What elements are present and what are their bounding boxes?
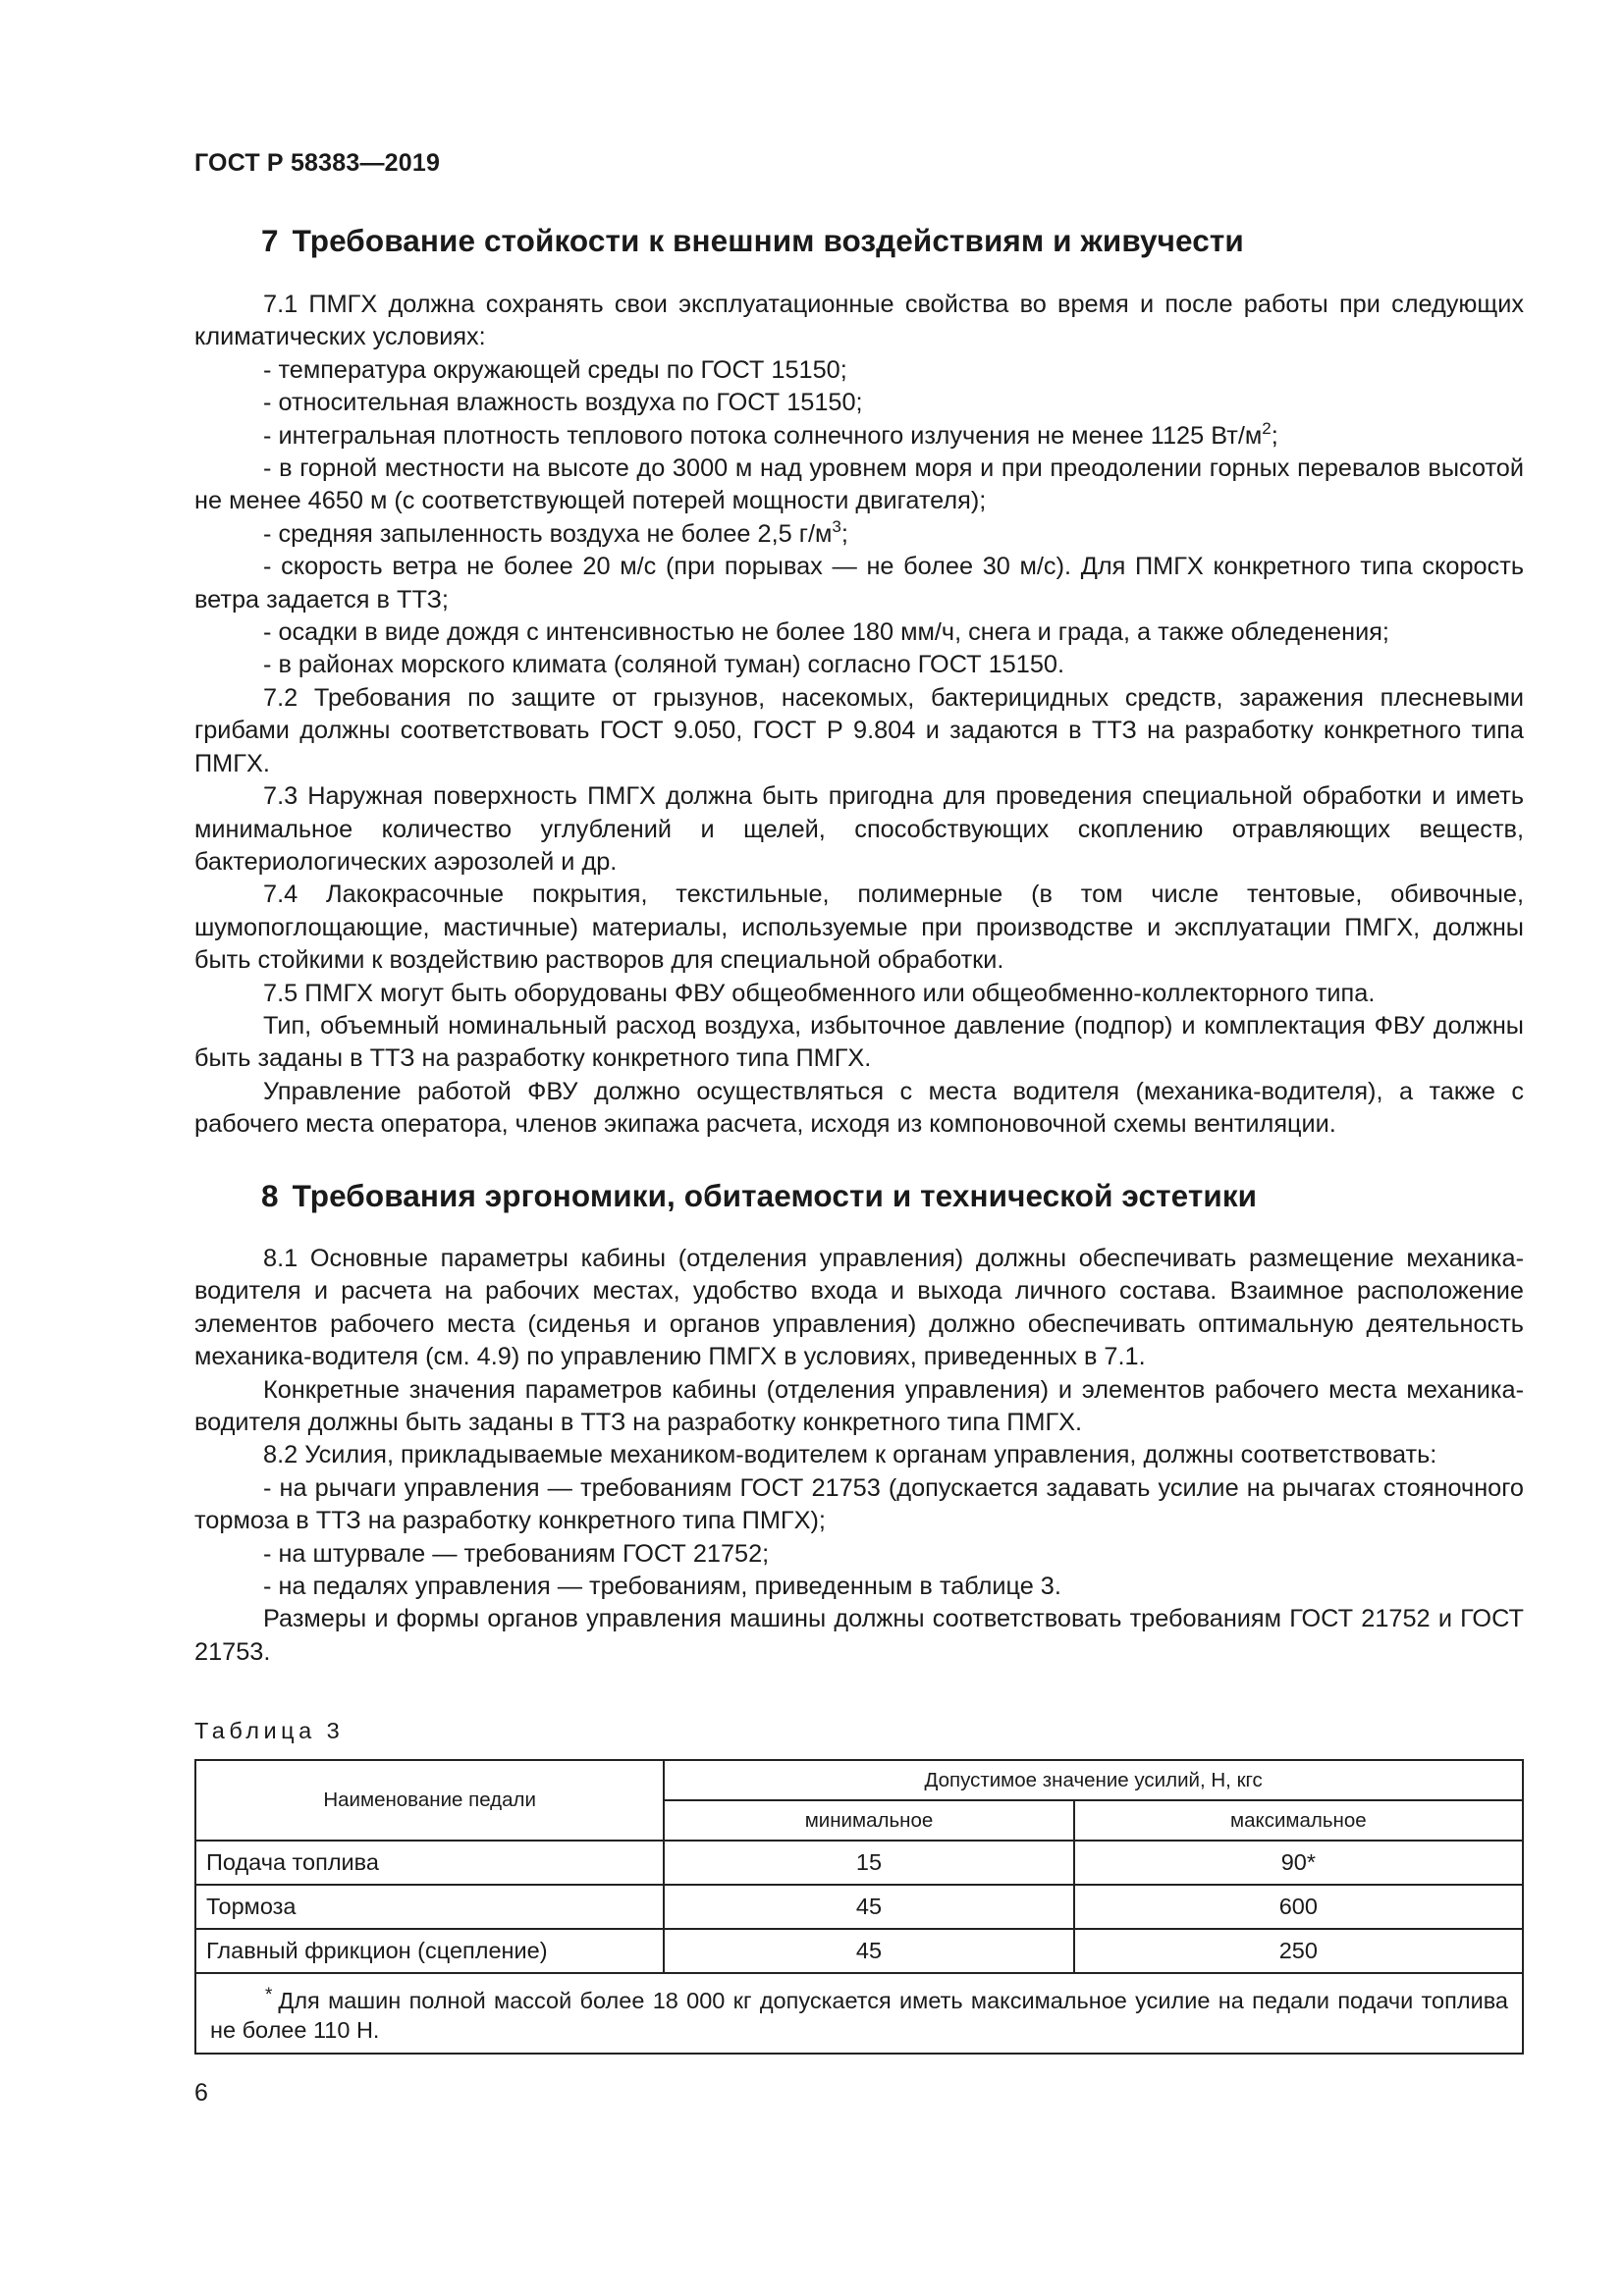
page-number: 6 xyxy=(194,2079,208,2107)
footnote-text: Для машин полной массой более 18 000 кг допускается иметь максимальное усилие на педали подачи топлива не более 110 Н. xyxy=(210,1988,1508,2043)
cell-max: 600 xyxy=(1074,1885,1523,1929)
cell-min: 15 xyxy=(664,1841,1073,1885)
footnote-marker: * xyxy=(265,1985,273,2005)
superscript: 2 xyxy=(1262,418,1272,438)
cell-min: 45 xyxy=(664,1929,1073,1973)
paragraph-8-1-values: Конкретные значения параметров кабины (отделения управления) и элементов рабочего места механика-водителя должны быть заданы в ТТЗ на разработку конкретного типа ПМГХ. xyxy=(194,1375,1524,1437)
section-8-title: Требования эргономики, обитаемости и технической эстетики xyxy=(292,1178,1258,1213)
paragraph-7-5-fvu: Тип, объемный номинальный расход воздуха, избыточное давление (подпор) и комплектация ФВУ должны быть заданы в ТТЗ на разработку конкретного типа ПМГХ. xyxy=(194,1011,1524,1073)
section-7-heading xyxy=(261,223,1244,259)
list-item: - на педалях управления — требованиям, приведенным в таблице 3. xyxy=(263,1573,1061,1601)
header-max: максимальное xyxy=(1074,1800,1523,1841)
table-header-row xyxy=(195,1760,1523,1800)
section-8-heading xyxy=(261,1178,1257,1214)
table-caption: Таблица 3 xyxy=(194,1718,345,1743)
paragraph-7-1: 7.1 ПМГХ должна сохранять свои эксплуатационные свойства во время и после работы при следующих климатических условиях: xyxy=(194,291,1524,351)
section-7-title: Требование стойкости к внешним воздействиям и живучести xyxy=(292,223,1244,258)
paragraph-7-2: 7.2 Требования по защите от грызунов, насекомых, бактерицидных средств, заражения плесневыми грибами должны соответствовать ГОСТ 9.050, ГОСТ Р 9.804 и задаются в ТТЗ на разработку конкретного типа ПМГХ. xyxy=(194,683,1524,777)
list-item-punct: ; xyxy=(1271,421,1278,450)
list-item-text: - средняя запыленность воздуха не более 2,5 г/м xyxy=(263,519,833,548)
list-item-text: - интегральная плотность теплового потока солнечного излучения не менее 1125 Вт/м xyxy=(263,421,1263,450)
paragraph-7-3: 7.3 Наружная поверхность ПМГХ должна быть пригодна для проведения специальной обработки и иметь минимальное количество углублений и щелей, способствующих скоплению отравляющих веществ, бактериологических аэрозолей и др. xyxy=(194,782,1524,876)
section-8-number: 8 xyxy=(261,1178,279,1213)
cell-max: 90* xyxy=(1074,1841,1523,1885)
table-row xyxy=(195,1929,1523,1973)
list-item: - на штурвале — требованиям ГОСТ 21752; xyxy=(263,1539,770,1568)
paragraph-8-1: 8.1 Основные параметры кабины (отделения управления) должны обеспечивать размещение механика-водителя и расчета на рабочих местах, удобство входа и выхода личного состава. Взаимное расположение элементов рабочего места (сиденья и органов управления) должно обеспечивать оптимальную деятельность механика-водителя (см. 4.9) по управлению ПМГХ в условиях, приведенных в 7.1. xyxy=(194,1245,1524,1371)
list-item: - в горной местности на высоте до 3000 м над уровнем моря и при преодолении горных перевалов высотой не менее 4650 м (с соответствующей потерей мощности двигателя); xyxy=(194,454,1524,515)
list-item xyxy=(194,420,1524,453)
list-item: - скорость ветра не более 20 м/с (при порывах — не более 30 м/с). Для ПМГХ конкретного типа скорость ветра задается в ТТЗ; xyxy=(194,553,1524,614)
table-row xyxy=(195,1841,1523,1885)
paragraph-8-2-sizes: Размеры и формы органов управления машины должны соответствовать требованиям ГОСТ 21752 и ГОСТ 21753. xyxy=(194,1605,1524,1666)
cell-pedal-name: Подача топлива xyxy=(195,1841,664,1885)
section-8-body xyxy=(194,1243,1524,1669)
paragraph-7-5: 7.5 ПМГХ могут быть оборудованы ФВУ общеобменного или общеобменно-коллекторного типа. xyxy=(263,979,1376,1007)
superscript: 3 xyxy=(832,516,841,536)
table-3 xyxy=(194,1759,1524,2055)
header-allowed-force: Допустимое значение усилий, Н, кгс xyxy=(664,1760,1523,1800)
list-item: - осадки в виде дождя с интенсивностью не более 180 мм/ч, снега и града, а также обледенения; xyxy=(263,618,1389,647)
cell-min: 45 xyxy=(664,1885,1073,1929)
paragraph-7-5-control: Управление работой ФВУ должно осуществляться с места водителя (механика-водителя), а также с рабочего места оператора, членов экипажа расчета, исходя из компоновочной схемы вентиляции. xyxy=(194,1077,1524,1139)
paragraph-7-4: 7.4 Лакокрасочные покрытия, текстильные, полимерные (в том числе тентовые, обивочные, шумопоглощающие, мастичные) материалы, используемые при производстве и эксплуатации ПМГХ, должны быть стойкими к воздействию растворов для специальной обработки. xyxy=(194,881,1524,975)
header-min: минимальное xyxy=(664,1800,1073,1841)
cell-pedal-name: Главный фрикцион (сцепление) xyxy=(195,1929,664,1973)
list-item xyxy=(194,518,1524,551)
header-pedal-name: Наименование педали xyxy=(195,1760,664,1841)
list-item: - температура окружающей среды по ГОСТ 15150; xyxy=(263,355,847,384)
cell-pedal-name: Тормоза xyxy=(195,1885,664,1929)
table-note-row xyxy=(195,1973,1523,2054)
list-item: - в районах морского климата (соляной туман) согласно ГОСТ 15150. xyxy=(263,651,1064,679)
list-item: - относительная влажность воздуха по ГОСТ 15150; xyxy=(263,389,863,417)
table-footnote xyxy=(195,1973,1523,2054)
list-item-punct: ; xyxy=(840,519,848,548)
table-row xyxy=(195,1885,1523,1929)
document-id: ГОСТ Р 58383—2019 xyxy=(194,149,441,177)
paragraph-8-2: 8.2 Усилия, прикладываемые механиком-водителем к органам управления, должны соответствовать: xyxy=(263,1441,1437,1469)
cell-max: 250 xyxy=(1074,1929,1523,1973)
section-7-number: 7 xyxy=(261,223,279,258)
section-7-body xyxy=(194,289,1524,1142)
list-item: - на рычаги управления — требованиям ГОСТ 21753 (допускается задавать усилие на рычагах стояночного тормоза в ТТЗ на разработку конкретного типа ПМГХ); xyxy=(194,1473,1524,1535)
